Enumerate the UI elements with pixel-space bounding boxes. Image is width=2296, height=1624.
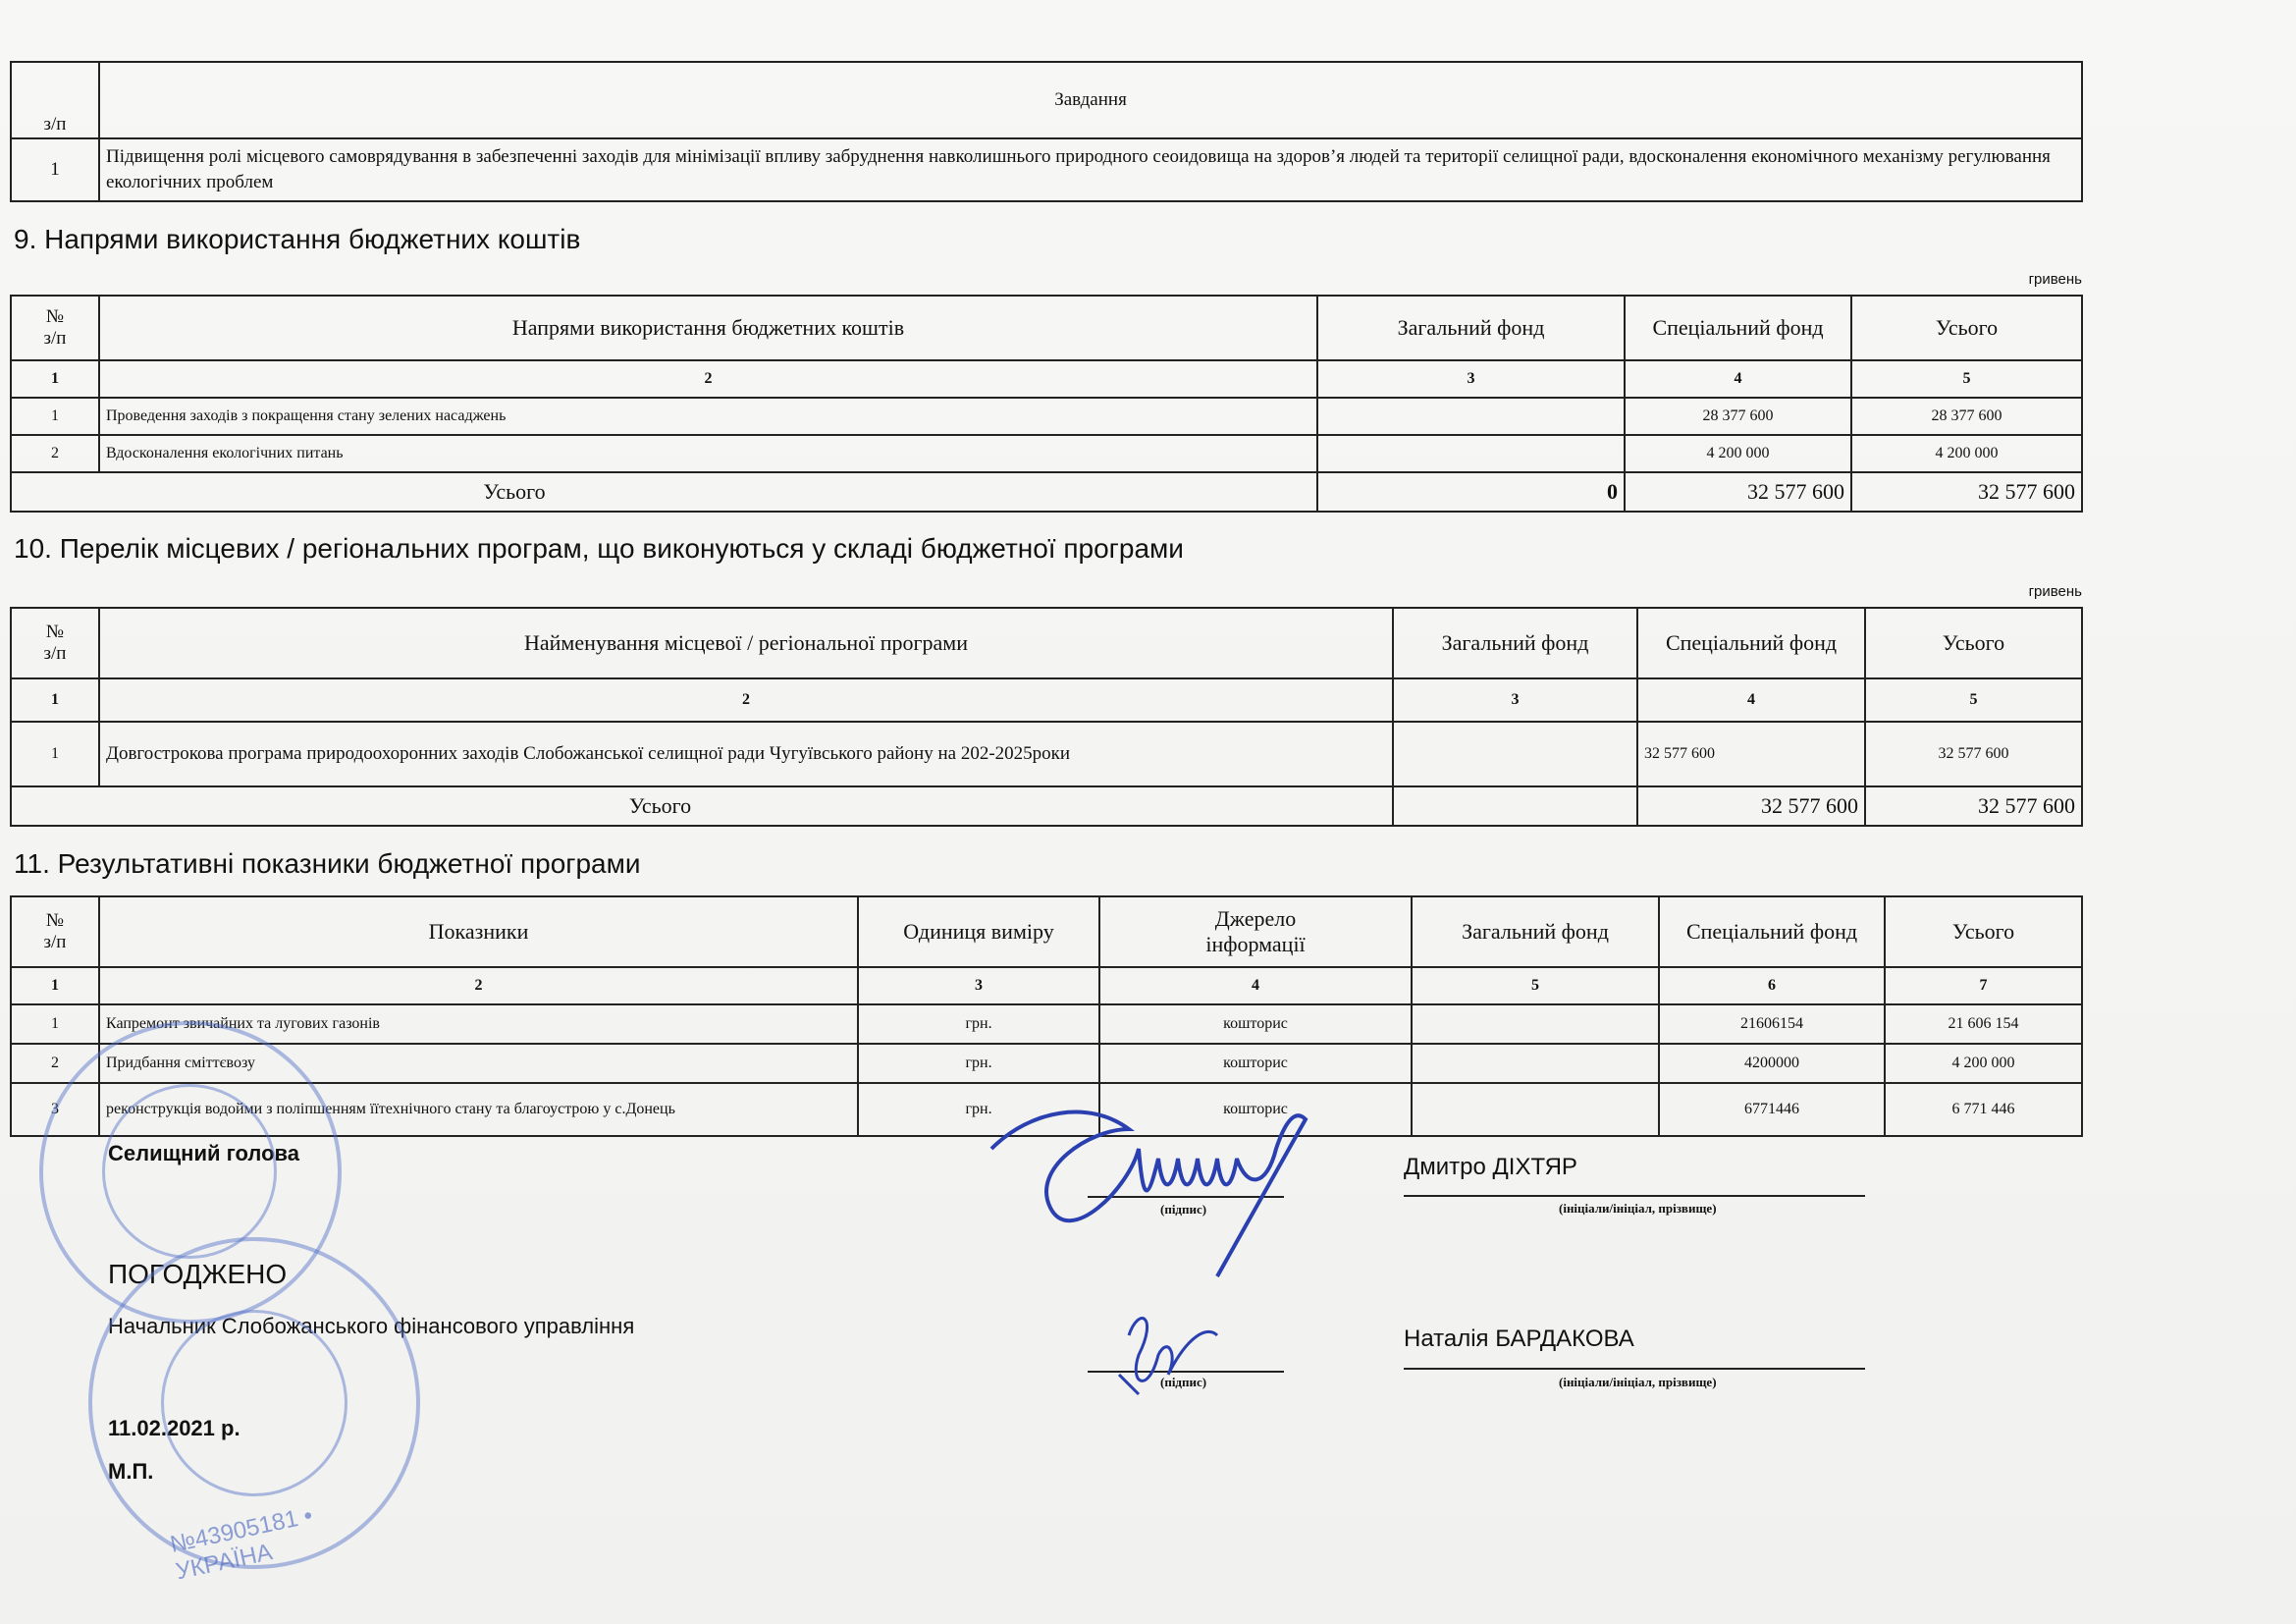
s10-special: 32 577 600: [1637, 722, 1865, 786]
s11-h-total: Усього: [1885, 896, 2082, 967]
s11-idx: 7: [1885, 967, 2082, 1004]
s11-h-special: Спеціальний фонд: [1659, 896, 1885, 967]
s10-total-label: Усього: [99, 786, 1393, 826]
section9-unit: гривень: [2028, 271, 2082, 288]
s9-general: [1317, 398, 1625, 435]
s9-total-general: 0: [1317, 472, 1625, 512]
s11-h-num: № з/п: [11, 896, 99, 967]
s9-total-total: 32 577 600: [1851, 472, 2082, 512]
table-row: [11, 1044, 2082, 1083]
head-signature-caption: (підпис): [1160, 1202, 1207, 1217]
s11-total: 4 200 000: [1885, 1044, 2082, 1083]
s10-general: [1393, 722, 1637, 786]
s10-h-name: Найменування місцевої / регіональної програми: [99, 608, 1393, 678]
s9-h-total: Усього: [1851, 296, 2082, 360]
s9-h-general: Загальний фонд: [1317, 296, 1625, 360]
section10-title: 10. Перелік місцевих / регіональних програм, що виконуються у складі бюджетної програми: [14, 533, 1184, 564]
agreed-label: ПОГОДЖЕНО: [108, 1259, 288, 1289]
head-name-line: [1404, 1195, 1865, 1197]
s11-source: кошторис: [1099, 1044, 1412, 1083]
s9-total-label: Усього: [99, 472, 1317, 512]
s11-source: кошторис: [1099, 1004, 1412, 1044]
s9-special: 4 200 000: [1625, 435, 1851, 472]
tasks-row-text: Підвищення ролі місцевого самоврядування в забезпеченні заходів для мінімізації впливу забруднення навколишнього природного сеоидовища на здоров’я людей та території селищної ради, вдосконалення економічного механізму регулювання екологічних проблем: [99, 138, 2082, 201]
table-row: [11, 398, 2082, 435]
s10-h-total: Усього: [1865, 608, 2082, 678]
s11-unit: грн.: [858, 1044, 1099, 1083]
s10-total-total: 32 577 600: [1865, 786, 2082, 826]
agreed-initials-caption: (ініціали/ініціал, прізвище): [1559, 1375, 1717, 1389]
s9-idx: 4: [1625, 360, 1851, 398]
s11-name: Придбання сміттєвозу: [99, 1044, 858, 1083]
s10-total-general: [1393, 786, 1637, 826]
table-row: [11, 435, 2082, 472]
s11-h-name: Показники: [99, 896, 858, 967]
s11-idx: 1: [11, 967, 99, 1004]
s9-num: 2: [11, 435, 99, 472]
s9-total: 4 200 000: [1851, 435, 2082, 472]
s11-name: реконструкція водойми з поліпшенням їїтехнічного стану та благоустрою у с.Донець: [99, 1083, 858, 1136]
head-initials-caption: (ініціали/ініціал, прізвище): [1559, 1201, 1717, 1216]
s10-idx: 3: [1393, 678, 1637, 722]
s11-name: Капремонт звичайних та лугових газонів: [99, 1004, 858, 1044]
s11-h-unit: Одиниця виміру: [858, 896, 1099, 967]
s11-idx: 4: [1099, 967, 1412, 1004]
s11-idx: 3: [858, 967, 1099, 1004]
s9-total-special: 32 577 600: [1625, 472, 1851, 512]
s9-name: Вдосконалення екологічних питань: [99, 435, 1317, 472]
s9-special: 28 377 600: [1625, 398, 1851, 435]
s11-idx: 5: [1412, 967, 1659, 1004]
s9-general: [1317, 435, 1625, 472]
s9-idx: 1: [11, 360, 99, 398]
s9-idx: 2: [99, 360, 1317, 398]
s10-idx: 1: [11, 678, 99, 722]
s11-unit: грн.: [858, 1004, 1099, 1044]
s9-num: 1: [11, 398, 99, 435]
s10-idx: 5: [1865, 678, 2082, 722]
s9-idx: 3: [1317, 360, 1625, 398]
s9-idx: 5: [1851, 360, 2082, 398]
section9-table: [10, 295, 2083, 513]
s9-h-num: № з/п: [11, 296, 99, 360]
s9-name: Проведення заходів з покращення стану зелених насаджень: [99, 398, 1317, 435]
mp-label: М.П.: [108, 1459, 154, 1484]
s11-source: кошторис: [1099, 1083, 1412, 1136]
s10-idx: 4: [1637, 678, 1865, 722]
agreed-signature-icon: [1099, 1296, 1237, 1404]
s11-idx: 2: [99, 967, 858, 1004]
s10-num: 1: [11, 722, 99, 786]
table-row: [11, 722, 2082, 786]
table-row: [11, 1004, 2082, 1044]
s11-general: [1412, 1083, 1659, 1136]
agreed-name-line: [1404, 1368, 1865, 1370]
s10-name: Довгострокова програма природоохоронних заходів Слобожанської селищної ради Чугуївського району на 202-2025роки: [99, 722, 1393, 786]
section10-unit: гривень: [2028, 583, 2082, 600]
s11-h-source: Джерело інформації: [1099, 896, 1412, 967]
section10-table: [10, 607, 2083, 827]
s10-h-num: № з/п: [11, 608, 99, 678]
stamp-text: №43905181 • УКРАЇНА: [167, 1501, 315, 1586]
s11-special: 6771446: [1659, 1083, 1885, 1136]
s11-unit: грн.: [858, 1083, 1099, 1136]
s9-h-special: Спеціальний фонд: [1625, 296, 1851, 360]
section11-title: 11. Результативні показники бюджетної програми: [14, 848, 641, 879]
head-signature-icon: [972, 1090, 1364, 1286]
tasks-header-num: з/п: [11, 62, 99, 138]
s9-total: 28 377 600: [1851, 398, 2082, 435]
s11-special: 21606154: [1659, 1004, 1885, 1044]
stamp-lower-icon: [88, 1237, 420, 1586]
s11-num: 1: [11, 1004, 99, 1044]
s11-idx: 6: [1659, 967, 1885, 1004]
s11-total: 6 771 446: [1885, 1083, 2082, 1136]
s10-idx: 2: [99, 678, 1393, 722]
tasks-row-num: 1: [11, 138, 99, 201]
s11-num: 3: [11, 1083, 99, 1136]
agreed-name: Наталія БАРДАКОВА: [1404, 1326, 1634, 1352]
tasks-table: [10, 61, 2083, 202]
s10-h-special: Спеціальний фонд: [1637, 608, 1865, 678]
agreed-signature-caption: (підпис): [1160, 1375, 1207, 1389]
s11-total: 21 606 154: [1885, 1004, 2082, 1044]
tasks-header-task: Завдання: [99, 62, 2082, 138]
head-title: Селищний голова: [108, 1141, 299, 1165]
section9-title: 9. Напрями використання бюджетних коштів: [14, 224, 581, 254]
document-date: 11.02.2021 р.: [108, 1416, 240, 1440]
s11-num: 2: [11, 1044, 99, 1083]
s11-general: [1412, 1044, 1659, 1083]
s11-general: [1412, 1004, 1659, 1044]
s10-h-general: Загальний фонд: [1393, 608, 1637, 678]
s9-h-name: Напрями використання бюджетних коштів: [99, 296, 1317, 360]
head-name: Дмитро ДІХТЯР: [1404, 1154, 1577, 1180]
s11-h-general: Загальний фонд: [1412, 896, 1659, 967]
agreed-title: Начальник Слобожанського фінансового управління: [108, 1314, 635, 1338]
s10-total: 32 577 600: [1865, 722, 2082, 786]
s10-total-special: 32 577 600: [1637, 786, 1865, 826]
s11-special: 4200000: [1659, 1044, 1885, 1083]
